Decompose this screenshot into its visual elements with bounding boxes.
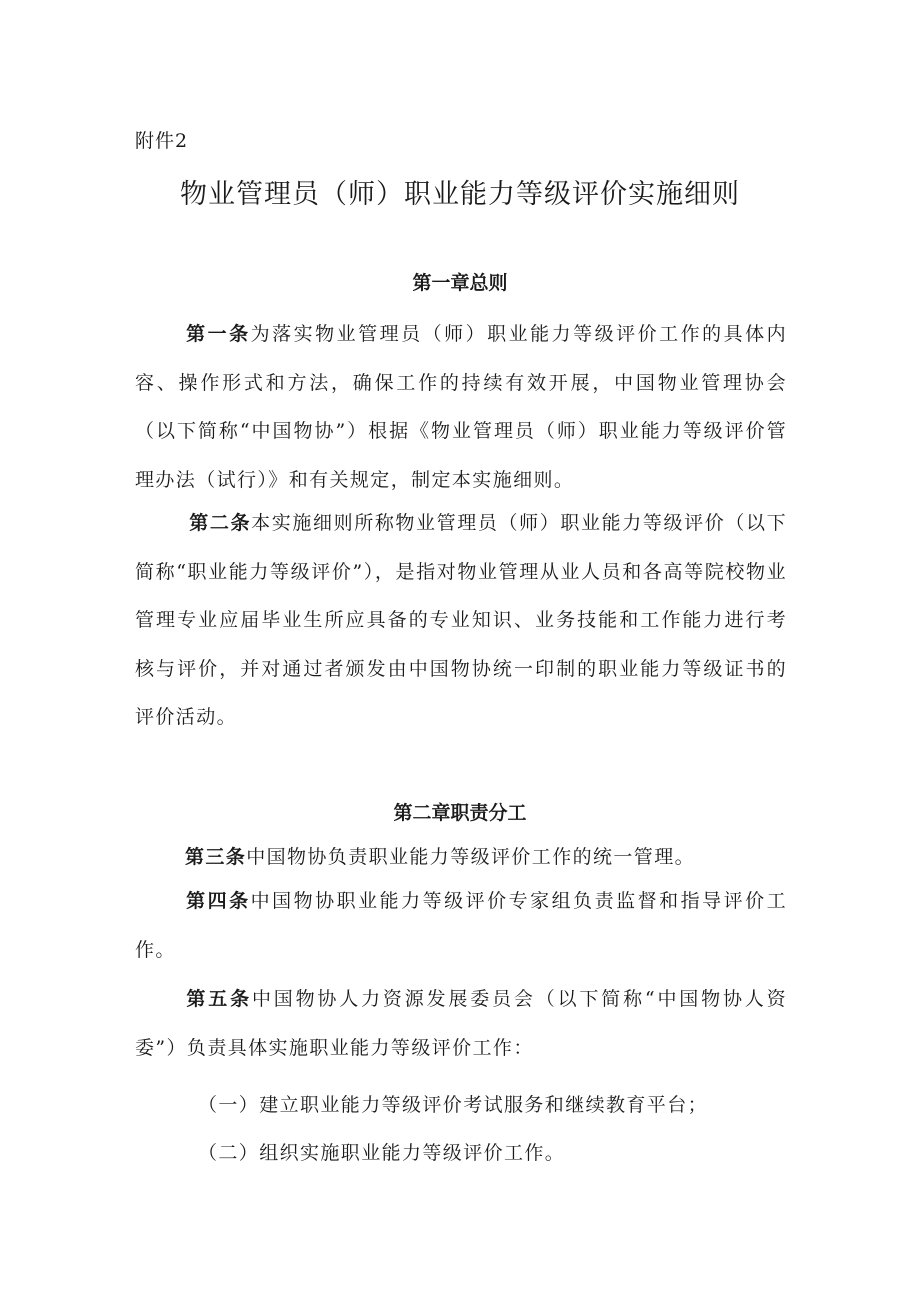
chapter-heading-1: 第一章总则	[412, 272, 508, 294]
article-1-lead: 第一条	[185, 323, 251, 345]
chapter-heading-2: 第二章职责分工	[393, 802, 527, 824]
document-title: 物业管理员（师）职业能力等级评价实施细则	[180, 179, 740, 210]
article-4	[135, 877, 787, 974]
article-2	[135, 499, 787, 742]
article-4-text: 中国物协职业能力等级评价专家组负责监督和指导评价工作。	[135, 890, 787, 961]
article-2-text: 本实施细则所称物业管理员（师）职业能力等级评价（以下简称“职业能力等级评价”），是指对物业管理从业人员和各高等院校物业管理专业应届毕业生所应具备的专业知识、业务技能和工作能力进行考核与评价，并对通过者颁发由中国物协统一印制的职业能力等级证书的评价活动。	[135, 512, 788, 728]
article-3-text: 中国物协负责职业能力等级评价工作的统一管理。	[246, 846, 696, 868]
article-3	[135, 833, 787, 882]
attachment-label: 附件2	[135, 130, 189, 152]
article-3-lead: 第三条	[185, 846, 247, 868]
article-5	[135, 975, 787, 1072]
article-5-lead: 第五条	[185, 988, 252, 1010]
article-2-lead: 第二条	[189, 512, 252, 534]
article-1-text: 为落实物业管理员（师）职业能力等级评价工作的具体内容、操作形式和方法，确保工作的持续有效开展，中国物业管理协会（以下简称“中国物协”）根据《物业管理员（师）职业能力等级评价管理办法（试行）》和有关规定，制定本实施细则。	[135, 323, 787, 491]
article-5-text: 中国物协人力资源发展委员会（以下简称“中国物协人资委”）负责具体实施职业能力等级评价工作：	[135, 988, 788, 1059]
article-1	[135, 310, 787, 504]
list-item: （二）组织实施职业能力等级评价工作。	[198, 1142, 566, 1164]
list-item: （一）建立职业能力等级评价考试服务和继续教育平台；	[198, 1094, 709, 1116]
article-4-lead: 第四条	[185, 890, 251, 912]
